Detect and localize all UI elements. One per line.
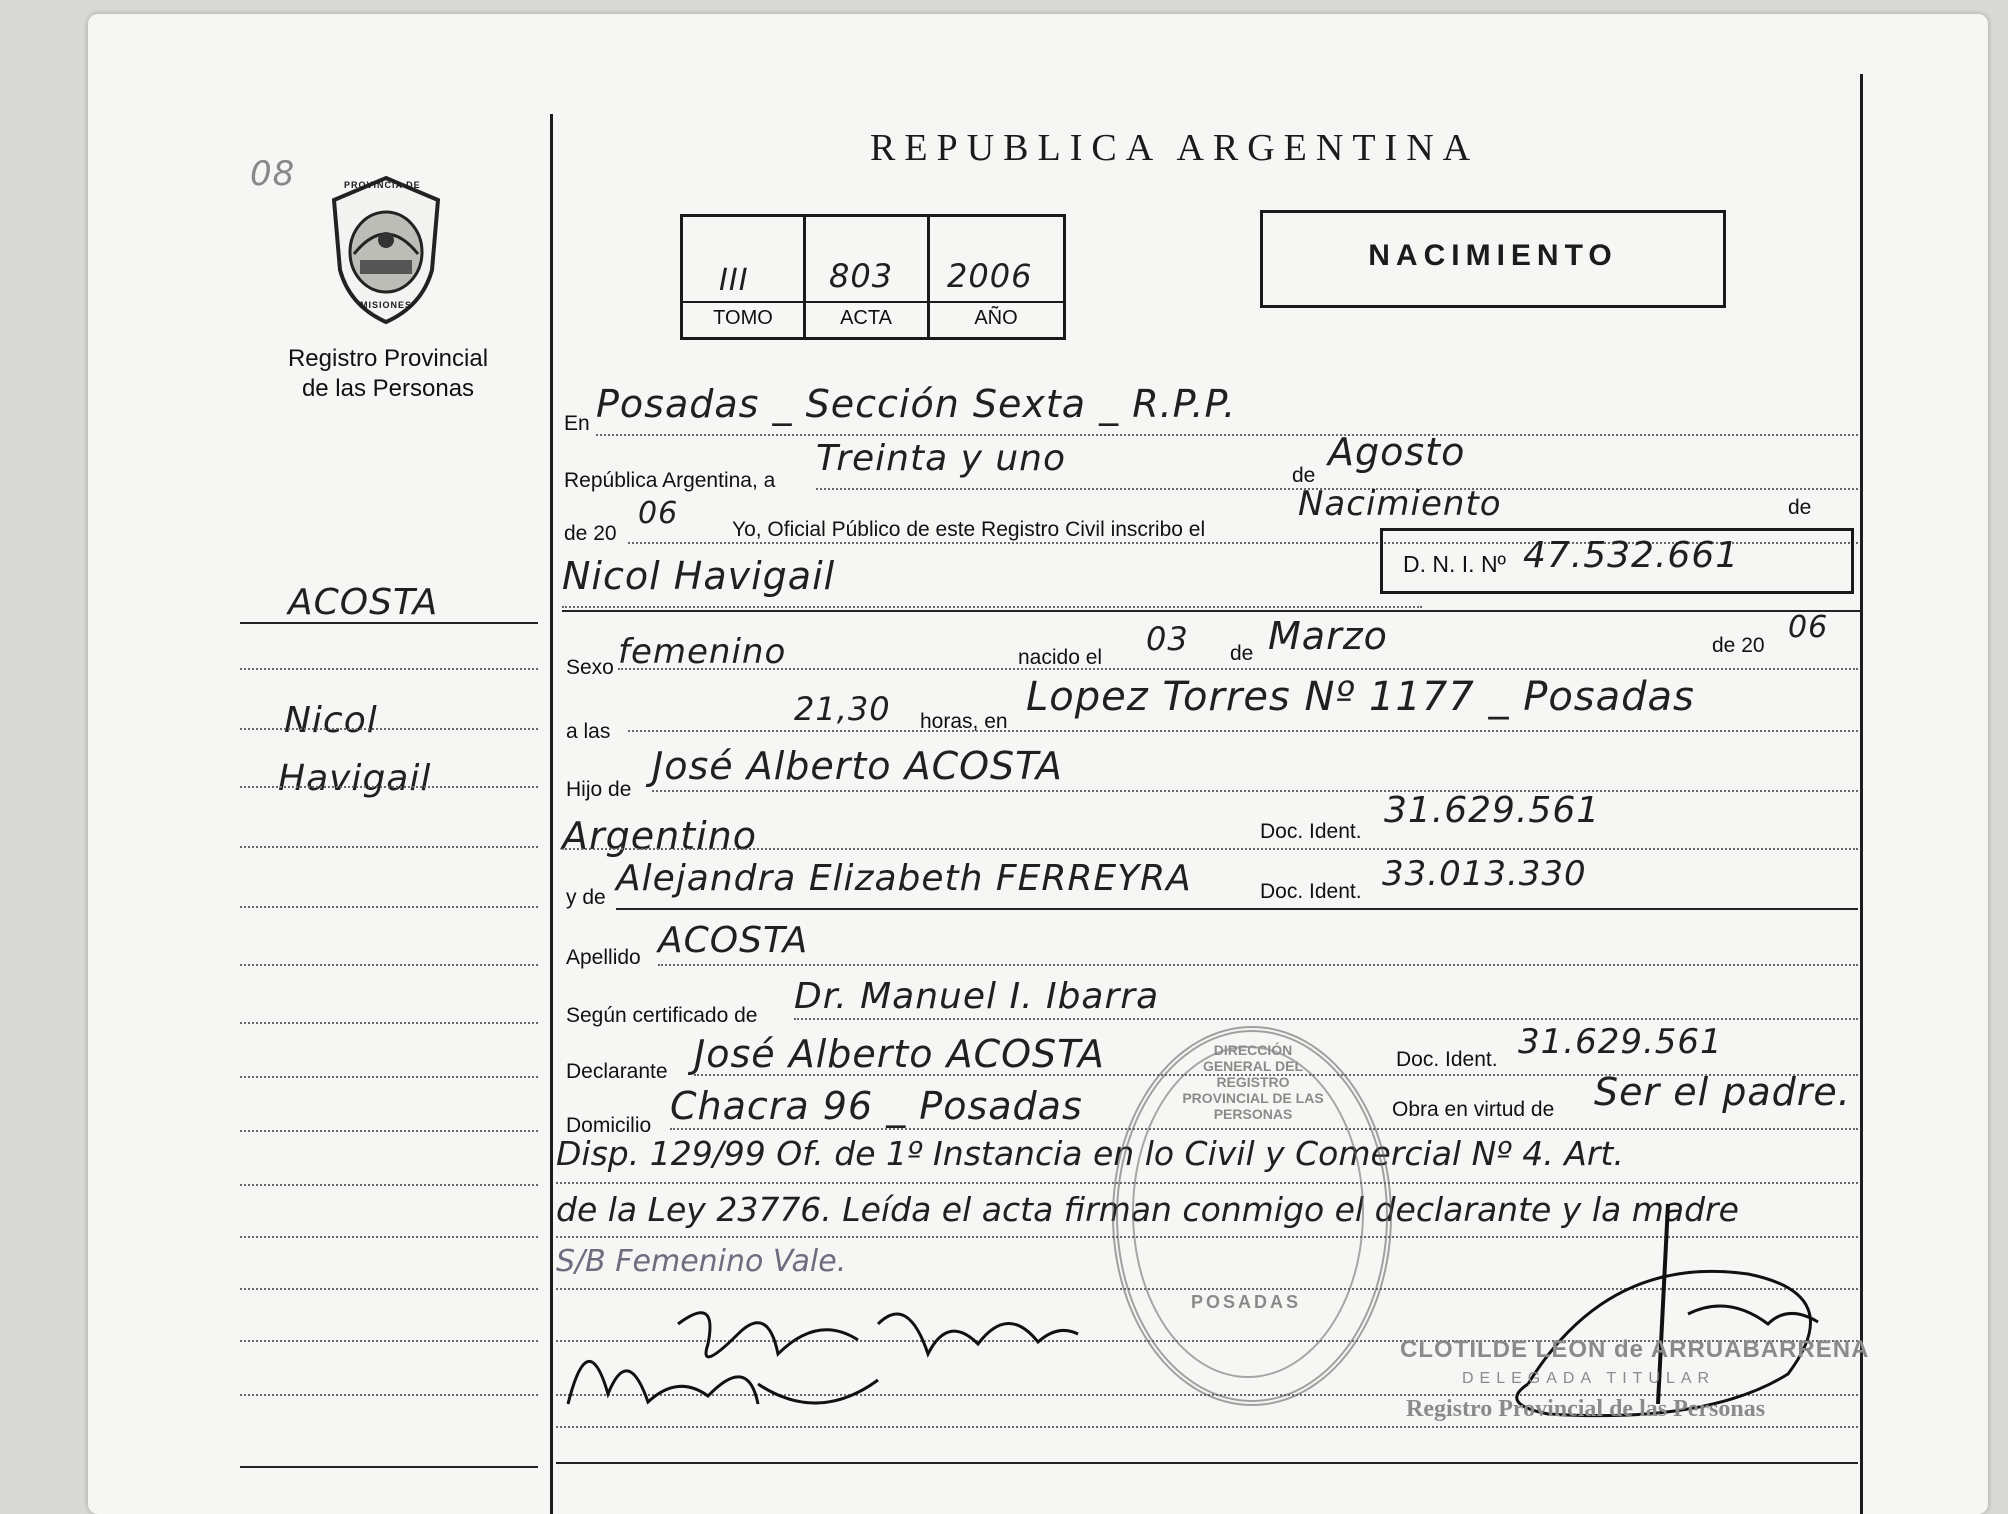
margin-line <box>240 728 538 730</box>
margin-line <box>240 1130 538 1132</box>
sexo-label: Sexo <box>566 656 614 679</box>
seal-ring-text: DIRECCIÓN GENERAL DEL REGISTRO PROVINCIAL DE LAS PERSONAS <box>1182 1042 1324 1122</box>
place-value: Posadas _ Sección Sexta _ R.P.P. <box>596 382 1237 426</box>
declarant-signature-icon <box>558 1284 1198 1434</box>
margin-line <box>240 1184 538 1186</box>
page-number-mark: 08 <box>250 154 296 194</box>
margin-name-2: Havigail <box>278 758 432 799</box>
republica-label: República Argentina, a <box>564 469 776 492</box>
margin-rule <box>240 622 538 624</box>
day-value: Treinta y uno <box>816 438 1066 479</box>
form-rule <box>562 610 1862 612</box>
registry-name <box>278 344 498 404</box>
misiones-emblem-icon <box>326 174 446 326</box>
anio-label: AÑO <box>974 307 1018 329</box>
doc-label-2: Doc. Ident. <box>1260 880 1362 903</box>
father-name-value: José Alberto ACOSTA <box>652 744 1063 788</box>
acta-label: ACTA <box>840 307 892 329</box>
alas-label: a las <box>566 720 611 743</box>
horas-label: horas, en <box>920 710 1008 733</box>
tomo-label: TOMO <box>713 307 773 329</box>
note-line-1: Disp. 129/99 Of. de 1º Instancia en lo Civil y Comercial Nº 4. Art. <box>556 1134 1624 1173</box>
form-rule <box>616 908 1858 910</box>
record-number-box <box>680 214 1066 340</box>
nacido-label: nacido el <box>1018 646 1103 669</box>
margin-line <box>240 906 538 908</box>
obra-value: Ser el padre. <box>1594 1070 1851 1114</box>
birth-day-value: 03 <box>1146 620 1189 658</box>
inscribe-value: Nacimiento <box>1298 484 1502 524</box>
box-divider <box>683 301 1063 303</box>
form-line <box>658 964 1858 966</box>
obra-label: Obra en virtud de <box>1392 1098 1555 1121</box>
mother-doc-value: 33.013.330 <box>1382 854 1587 894</box>
form-rule <box>556 1462 1858 1464</box>
registry-line-1: Registro Provincial <box>287 345 489 372</box>
certificado-value: Dr. Manuel I. Ibarra <box>794 976 1160 1017</box>
de-label-2: de <box>1788 496 1812 519</box>
act-type-box <box>1260 210 1726 308</box>
birth-place-value: Lopez Torres Nº 1177 _ Posadas <box>1026 674 1695 720</box>
margin-line <box>240 668 538 670</box>
birth-year-value: 06 <box>1788 610 1829 645</box>
declarante-doc-value: 31.629.561 <box>1518 1022 1723 1062</box>
de20-label-2: de 20 <box>1712 634 1765 657</box>
form-line <box>618 668 1858 670</box>
margin-line <box>240 1394 538 1396</box>
year-value: 06 <box>638 496 679 531</box>
hijo-label: Hijo de <box>566 778 632 801</box>
mother-name-value: Alejandra Elizabeth FERREYRA <box>616 858 1192 899</box>
margin-surname: ACOSTA <box>288 582 439 623</box>
birth-time-value: 21,30 <box>794 690 891 728</box>
margin-line <box>240 786 538 788</box>
acta-value: 803 <box>829 257 894 295</box>
margin-line <box>240 1236 538 1238</box>
margin-line <box>240 846 538 848</box>
birth-month-value: Marzo <box>1268 614 1388 658</box>
domicilio-label: Domicilio <box>566 1114 652 1137</box>
dni-value: 47.532.661 <box>1523 535 1740 576</box>
doc-label: Doc. Ident. <box>1260 820 1362 843</box>
registry-line-2: de las Personas <box>301 375 475 402</box>
country-title: REPUBLICA ARGENTINA <box>870 127 1480 169</box>
father-nationality-value: Argentino <box>562 814 757 858</box>
seal-center-text: POSADAS <box>1190 1292 1301 1312</box>
officer-title: DELEGADA TITULAR <box>1462 1370 1716 1387</box>
month-value: Agosto <box>1328 430 1466 474</box>
form-line <box>562 606 1422 608</box>
form-line <box>628 730 1858 732</box>
margin-line <box>240 1022 538 1024</box>
margin-line <box>240 1288 538 1290</box>
de20-label: de 20 <box>564 522 617 545</box>
domicilio-value: Chacra 96 _ Posadas <box>670 1084 1083 1128</box>
dni-box <box>1380 528 1854 594</box>
margin-name-1: Nicol <box>284 700 378 741</box>
yde-label: y de <box>566 886 606 909</box>
form-line <box>794 1018 1858 1020</box>
de-label: de <box>1292 464 1316 487</box>
apellido-label: Apellido <box>566 946 641 969</box>
tomo-value: III <box>719 263 749 298</box>
doc-label-3: Doc. Ident. <box>1396 1048 1498 1071</box>
officer-name: CLOTILDE LEON de ARRUABARRENA <box>1400 1336 1870 1363</box>
apellido-value: ACOSTA <box>658 920 809 961</box>
margin-line <box>240 1340 538 1342</box>
form-line <box>562 848 1858 850</box>
margin-line <box>240 1076 538 1078</box>
child-name-value: Nicol Havigail <box>562 554 836 598</box>
emblem-bottom-text: MISIONES <box>360 300 413 310</box>
en-label: En <box>564 412 590 435</box>
dni-label: D. N. I. Nº <box>1403 551 1506 577</box>
emblem-top-text: PROVINCIA DE <box>344 180 421 190</box>
sexo-value: femenino <box>618 632 787 672</box>
act-type-label: NACIMIENTO <box>1368 239 1618 272</box>
oficial-label: Yo, Oficial Público de este Registro Civil inscribo el <box>732 518 1206 541</box>
segun-label: Según certificado de <box>566 1004 758 1027</box>
father-doc-value: 31.629.561 <box>1384 790 1601 831</box>
official-seal-icon <box>1112 1026 1392 1406</box>
form-line <box>596 434 1858 436</box>
form-line <box>652 790 1858 792</box>
declarante-label: Declarante <box>566 1060 668 1083</box>
officer-organization: Registro Provincial de las Personas <box>1406 1396 1766 1422</box>
note-line-3: S/B Femenino Vale. <box>556 1244 847 1279</box>
margin-line <box>240 1466 538 1468</box>
de-label-3: de <box>1230 642 1254 665</box>
declarante-value: José Alberto ACOSTA <box>694 1032 1105 1076</box>
birth-certificate-page <box>88 14 1988 1514</box>
anio-value: 2006 <box>947 257 1033 295</box>
margin-divider <box>550 114 553 1514</box>
margin-line <box>240 964 538 966</box>
note-line-2: de la Ley 23776. Leída el acta firman conmigo el declarante y la madre <box>556 1190 1739 1229</box>
